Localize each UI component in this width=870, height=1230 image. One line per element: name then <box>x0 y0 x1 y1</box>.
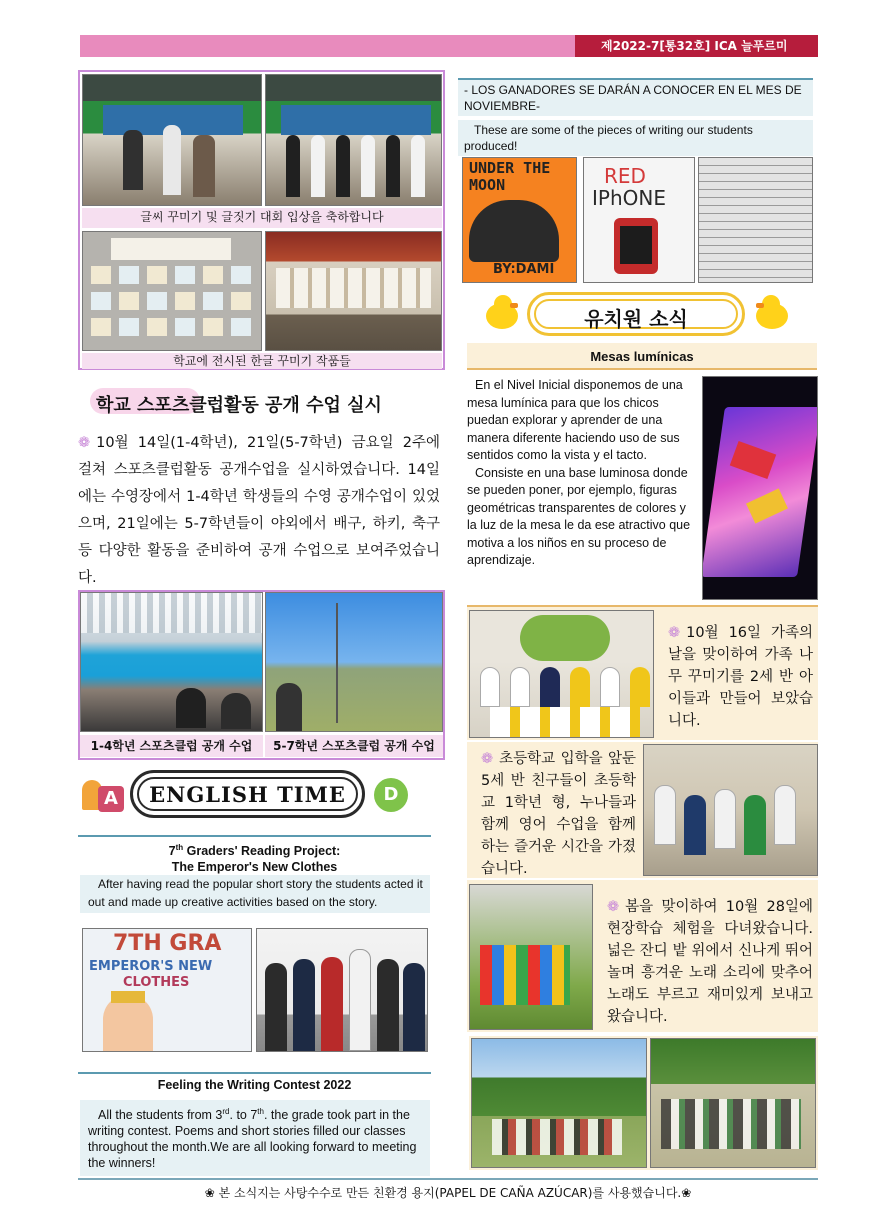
piece1-by: BY:DAMI <box>493 262 555 277</box>
piece1-title: UNDER THE MOON <box>469 159 551 194</box>
sports-title: 학교 스포츠클럽활동 공개 수업 실시 <box>96 395 382 416</box>
flower-bullet-icon <box>78 435 96 451</box>
contest-title: Feeling the Writing Contest 2022 <box>157 1078 352 1092</box>
flower-bullet-icon <box>668 625 686 641</box>
footer-note: ❀ 본 소식지는 사탕수수로 만든 친환경 용지(PAPEL DE CAÑA AZÚCAR)를 사용했습니다.❀ <box>204 1186 692 1200</box>
school-text: ❁ 초등학교 입학을 앞둔 5세 반 친구들이 초등학교 1학년 형, 누나들과 함께 영어 수업을 함께 하는 즐거운 시간을 가졌습니다. <box>481 748 636 880</box>
piece2-title-1: RED <box>604 164 646 188</box>
sports-body-text: 10월 14일(1-4학년), 21일(5-7학년) 금요일 2주에 걸쳐 스포츠클럽활동 공개수업을 실시하였습니다. 14일에는 수영장에서 1-4학년 학생들의 수영 공개수업이 있었으며, 21일에는 5-7학년들이 야외에서 배구, 하키, 축구 등 다양한 활동을 준비하여 공개 수업으로 보여주었습니다. <box>78 435 440 586</box>
sports-field-photo <box>265 592 443 732</box>
caption-swim: 1-4학년 스포츠클럽 공개 수업 <box>80 735 263 757</box>
award-photo-2 <box>265 74 442 206</box>
red-iphone-piece <box>583 157 695 283</box>
pieces-text: These are some of the pieces of writing our students produced! <box>458 120 813 156</box>
chick-left-icon <box>484 295 520 331</box>
mesas-body-2: Consiste en una base luminosa donde se pueden poner, por ejemplo, figuras geométricas transparentes de colores y la luz de la mesa le da ese atractivo que motiva a los niños en su proceso de aprendizaje. <box>467 465 691 567</box>
english-class-photo <box>643 744 818 876</box>
contest-box-line <box>78 1072 431 1074</box>
students-photo <box>256 928 428 1052</box>
flower-bullet-icon <box>481 751 499 767</box>
kinder-banner <box>527 292 745 336</box>
winners-note: - LOS GANADORES SE DARÁN A CONOCER EN EL MES DE NOVIEMBRE- <box>458 78 813 116</box>
caption-field: 5-7학년 스포츠클럽 공개 수업 <box>265 735 443 757</box>
flower-bullet-icon <box>607 899 625 915</box>
swimming-pool-photo <box>80 592 263 732</box>
caption-award: 글씨 꾸미기 및 글짓기 대회 입상을 축하합니다 <box>82 208 442 228</box>
hangul-board-photo <box>82 231 262 351</box>
mesas-title: Mesas lumínicas <box>467 343 817 370</box>
family-tree-photo <box>469 610 654 738</box>
contest-body: All the students from 3rd. to 7th. the grade took part in the writing contest. Poems and short stories filled our classes throughout the month.We are all looking forward to meeting the winners! <box>80 1100 430 1176</box>
award-photo-1 <box>82 74 262 206</box>
emperor-poster-photo <box>82 928 252 1052</box>
header-issue: 제2022-7[통32호] ICA 늘푸르미 <box>601 39 788 53</box>
family-text: ❁ 10월 16일 가족의 날을 맞이하여 가족 나무 꾸미기를 2세 반 아이들과 만들어 보았습니다. <box>668 622 813 732</box>
footer-line <box>78 1178 818 1180</box>
sports-body <box>78 430 440 592</box>
poster-title-2: EMPEROR'S NEW <box>89 959 213 974</box>
piece2-title-2: IPhONE <box>592 186 666 210</box>
alphabet-kids-left-icon: A <box>82 772 126 814</box>
poster-title-1: 7TH GRA <box>113 931 222 956</box>
mesas-body <box>467 377 699 570</box>
park-photo-1 <box>471 1038 647 1168</box>
phone-drawing <box>614 218 658 274</box>
mesas-body-1: En el Nivel Inicial disponemos de una mesa lumínica para que los chicos puedan explorar y aprender de una manera diferente haciendo uso de sus sentidos como la vista y el tacto. <box>467 378 683 462</box>
handwritten-piece <box>698 157 813 283</box>
under-the-moon-piece <box>462 157 577 283</box>
park-photo-2 <box>650 1038 816 1168</box>
caption-hangul: 학교에 전시된 한글 꾸미기 작품들 <box>82 353 442 369</box>
hangul-hall-photo <box>265 231 442 351</box>
english-time-title: ENGLISH TIME <box>149 782 346 807</box>
alphabet-kids-right-icon: D <box>370 772 414 814</box>
trip-text: ❁ 봄을 맞이하여 10월 28일에 현장학습 체험을 다녀왔습니다. 넓은 잔디 밭 위에서 신나게 뛰어 놀며 흥겨운 노래 소리에 맞추어 노래도 부르고 재미있게 보내고 왔습니다. <box>607 896 813 1028</box>
project-title: 7th Graders' Reading Project: The Emperor's New Clothes <box>168 843 341 875</box>
light-table-photo <box>702 376 818 600</box>
english-time-banner <box>130 770 365 818</box>
chick-right-icon <box>754 295 790 331</box>
poster-title-3: CLOTHES <box>123 975 190 990</box>
header-issue-box <box>575 35 818 57</box>
kinder-banner-title: 유치원 소식 <box>584 307 688 331</box>
project-body: After having read the popular short story the students acted it out and made up creative activities based on the story. <box>80 875 430 913</box>
playground-photo <box>469 884 593 1030</box>
